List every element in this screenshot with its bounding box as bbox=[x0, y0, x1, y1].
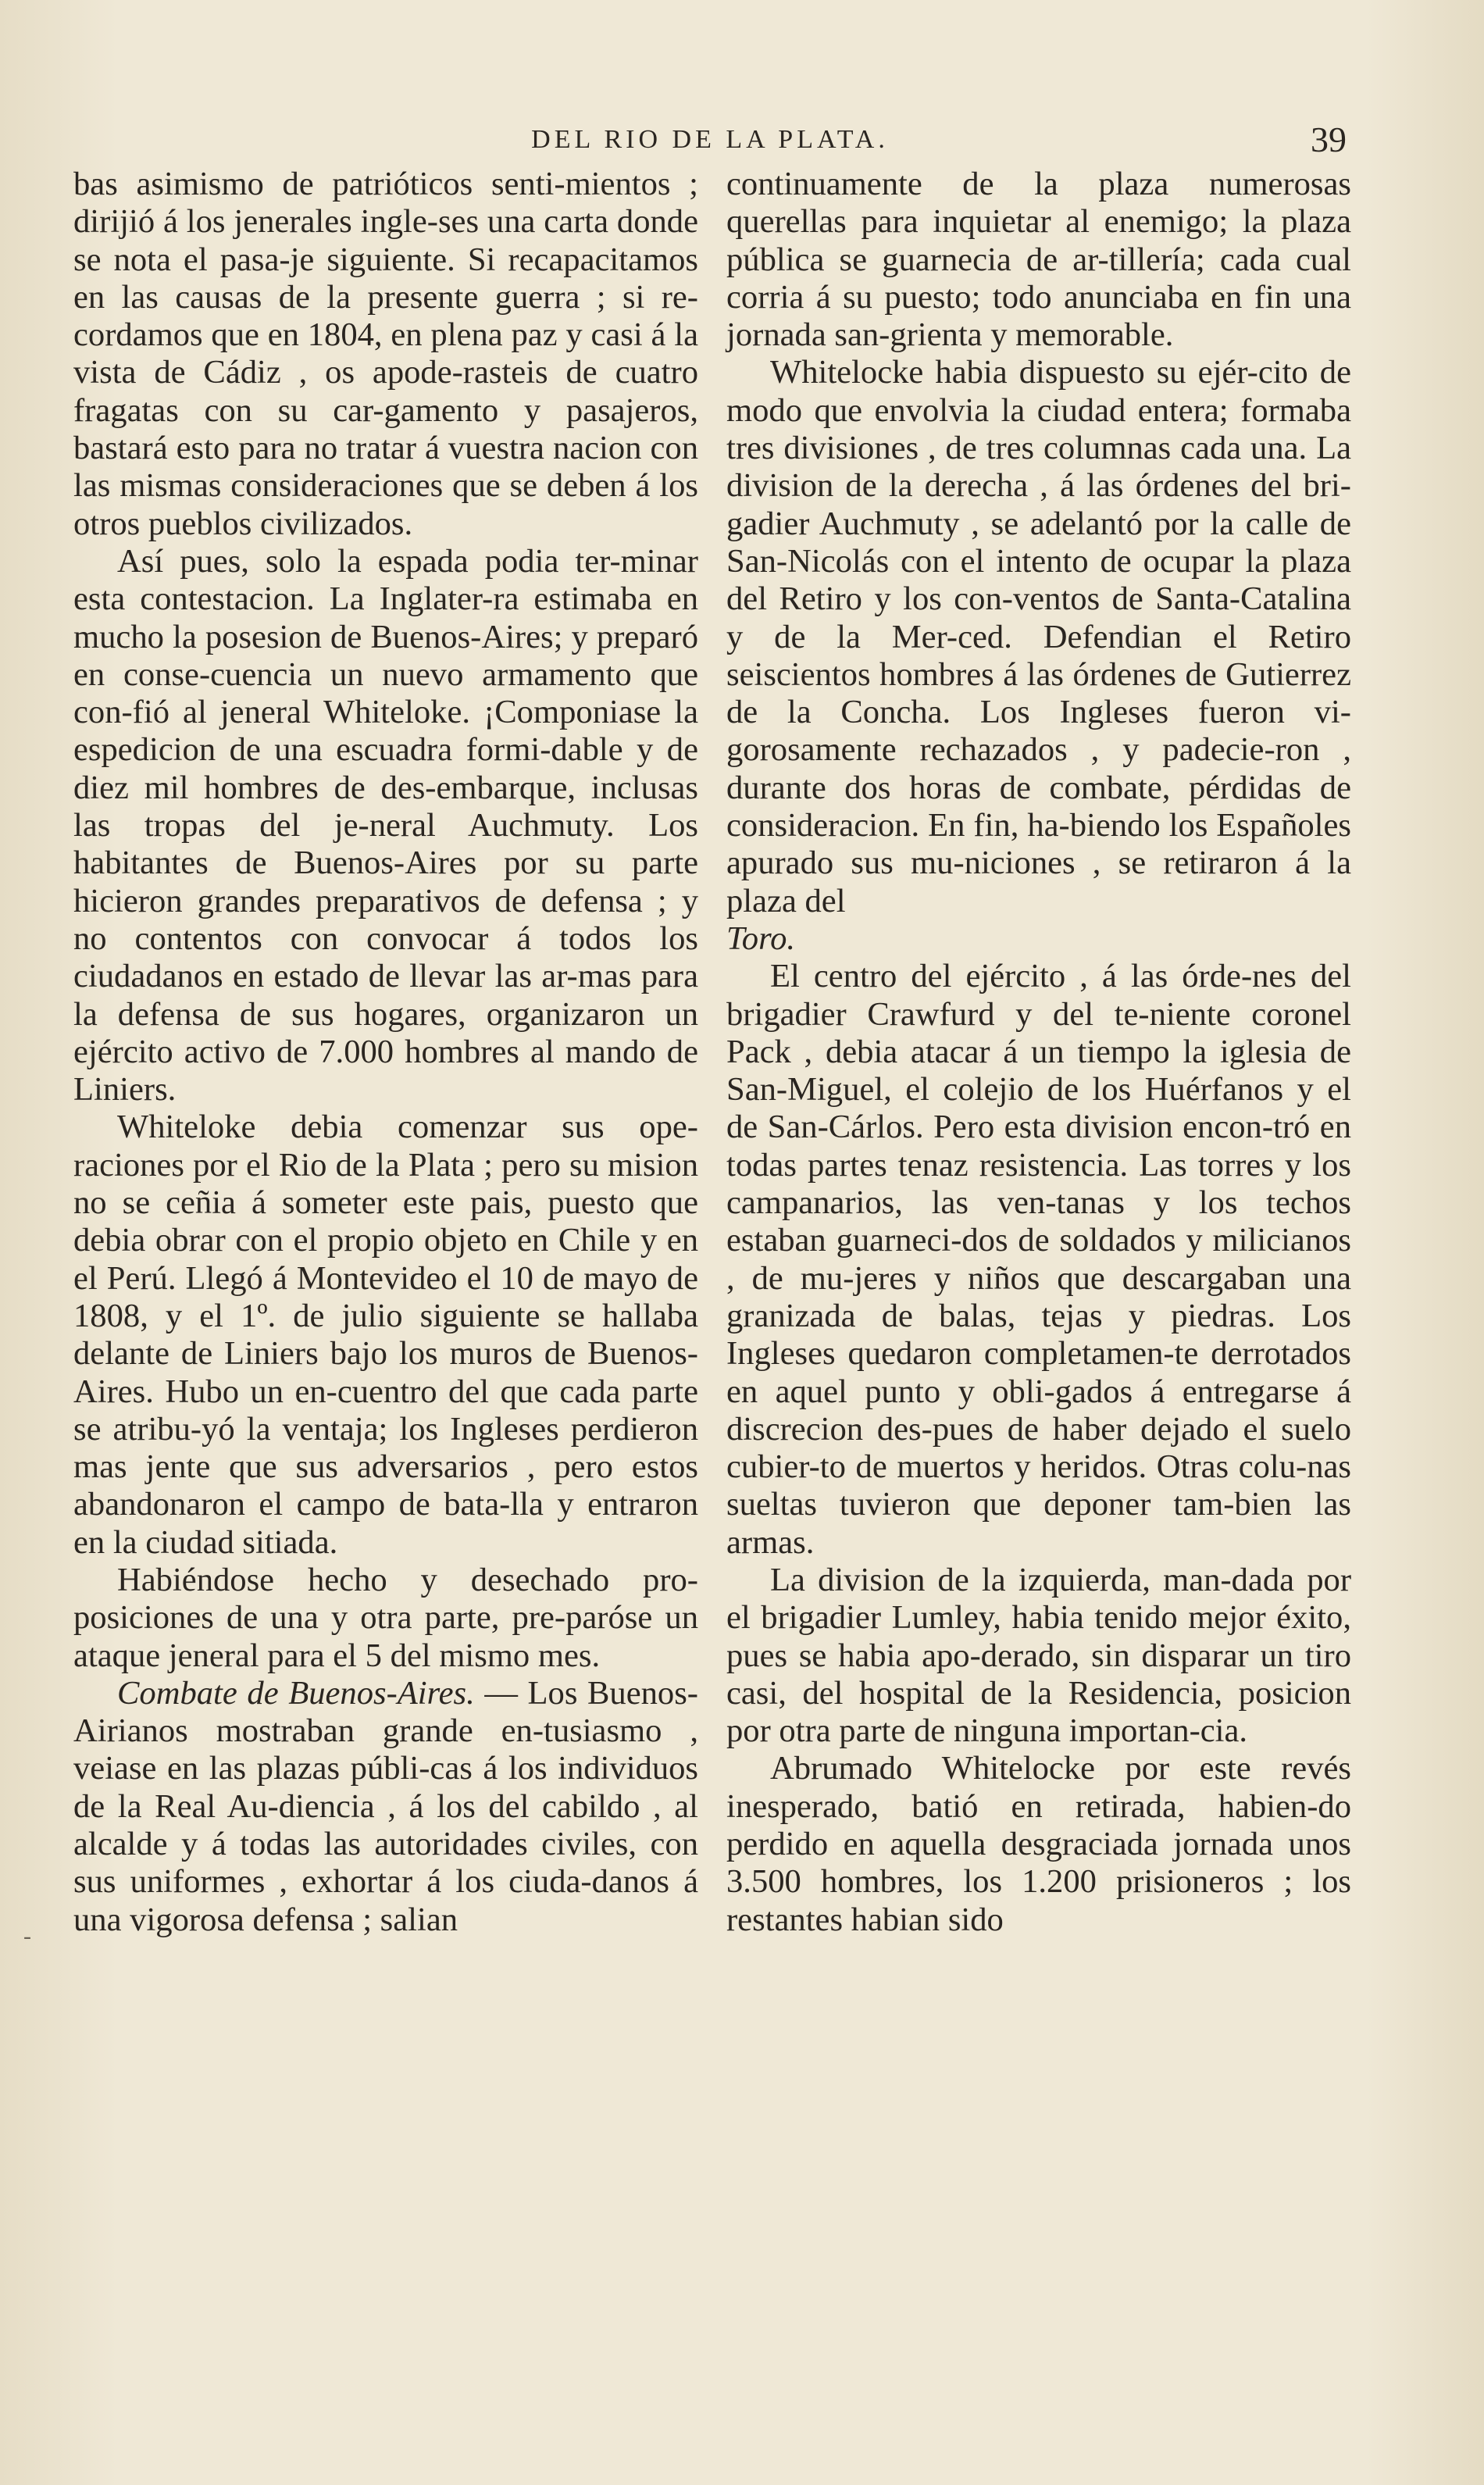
paragraph: Whiteloke debia comenzar sus ope-raciones por el Rio de la Plata ; pero su mision no se ceñia á someter este pais, puesto que debia obrar con el propio objeto en Chile y en el Perú. Llegó á Montevideo el 10 de mayo de 1808, y el 1º. de julio siguiente se hallaba delante de Liniers bajo los muros de Buenos-Aires. Hubo un en-cuentro del que cada parte se atribu-yó la ventaja; los Ingleses perdieron mas jente que sus adversarios , pero estos abandonaron el campo de bata-lla y entraron en la ciudad sitiada. bbox=[73, 1109, 698, 1561]
section-body: — Los Buenos-Airianos mostraban grande en-tusiasmo , veiase en las plazas públi-cas á los individuos de la Real Au-diencia , á los del cabildo , al alcalde y á todas las autoridades civiles, con sus uniformes , exhortar á los ciuda-danos á una vigorosa defensa ; salian bbox=[73, 1674, 698, 1938]
running-head bbox=[73, 119, 1347, 166]
left-column bbox=[73, 166, 698, 1939]
paragraph: Abrumado Whitelocke por este revés inesperado, batió en retirada, habien-do perdido en aquella desgraciada jornada unos 3.500 hombres, los 1.200 prisioneros ; los restantes habian sido bbox=[726, 1750, 1351, 1938]
paragraph: La division de la izquierda, man-dada por el brigadier Lumley, habia tenido mejor éxito, pues se habia apo-derado, sin disparar un tiro casi, del hospital de la Residencia, posicion por otra parte de ninguna importan-cia. bbox=[726, 1561, 1351, 1750]
running-title: DEL RIO DE LA PLATA. bbox=[531, 125, 889, 154]
paragraph: bas asimismo de patrióticos senti-mientos ; dirijió á los jenerales ingle-ses una carta donde se nota el pasa-je siguiente. Si recapacitamos en las causas de la presente guerra ; si re-cordamos que en 1804, en plena paz y casi á la vista de Cádiz , os apode-rasteis de cuatro fragatas con su car-gamento y pasajeros, bastará esto para no tratar á vuestra nacion con las mismas consideraciones que se deben á los otros pueblos civilizados. bbox=[73, 166, 698, 542]
paragraph: continuamente de la plaza numerosas querellas para inquietar al enemigo; la plaza pública se guarnecia de ar-tillería; cada cual corria á su puesto; todo anunciaba en fin una jornada san-grienta y memorable. bbox=[726, 166, 1351, 354]
toro-line bbox=[726, 920, 1351, 958]
margin-mark: - bbox=[23, 1923, 31, 1949]
toro-text: Toro. bbox=[726, 919, 796, 957]
section-title: Combate de Buenos-Aires. bbox=[117, 1674, 475, 1712]
combate-paragraph bbox=[73, 1675, 698, 1939]
paragraph: El centro del ejército , á las órde-nes del brigadier Crawfurd y del te-niente coronel Pack , debia atacar á un tiempo la iglesia de San-Miguel, el colejio de los Huérfanos y el de San-Cárlos. Pero esta division encon-tró en todas partes tenaz resistencia. Las torres y los campanarios, las ven-tanas y los techos estaban guarneci-dos de soldados y milicianos , de mu-jeres y niños que descargaban una granizada de balas, tejas y piedras. Los Ingleses quedaron completamen-te derrotados en aquel punto y obli-gados á entregarse á discrecion des-pues de haber dejado el suelo cubier-to de muertos y heridos. Otras colu-nas sueltas tuvieron que deponer tam-bien las armas. bbox=[726, 958, 1351, 1561]
paragraph: Así pues, solo la espada podia ter-minar esta contestacion. La Inglater-ra estimaba en mucho la posesion de Buenos-Aires; y preparó en conse-cuencia un nuevo armamento que con-fió al jeneral Whiteloke. ¡Componiase la espedicion de una escuadra formi-dable y de diez mil hombres de des-embarque, inclusas las tropas del je-neral Auchmuty. Los habitantes de Buenos-Aires por su parte hicieron grandes preparativos de defensa ; y no contentos con convocar á todos los ciudadanos en estado de llevar las ar-mas para la defensa de sus hogares, organizaron un ejército activo de 7.000 hombres al mando de Liniers. bbox=[73, 542, 698, 1109]
page-number: 39 bbox=[1311, 120, 1347, 159]
paragraph: Habiéndose hecho y desechado pro-posiciones de una y otra parte, pre-paróse un ataque jeneral para el 5 del mismo mes. bbox=[73, 1561, 698, 1674]
right-column bbox=[726, 166, 1351, 1939]
paragraph: Whitelocke habia dispuesto su ejér-cito de modo que envolvia la ciudad entera; formaba tres divisiones , de tres columnas cada una. La division de la derecha , á las órdenes del bri-gadier Auchmuty , se adelantó por la calle de San-Nicolás con el intento de ocupar la plaza del Retiro y los con-ventos de Santa-Catalina y de la Mer-ced. Defendian el Retiro seiscientos hombres á las órdenes de Gutierrez de la Concha. Los Ingleses fueron vi-gorosamente rechazados , y padecie-ron , durante dos horas de combate, pérdidas de consideracion. En fin, ha-biendo los Españoles apurado sus mu-niciones , se retiraron á la plaza del bbox=[726, 354, 1351, 919]
